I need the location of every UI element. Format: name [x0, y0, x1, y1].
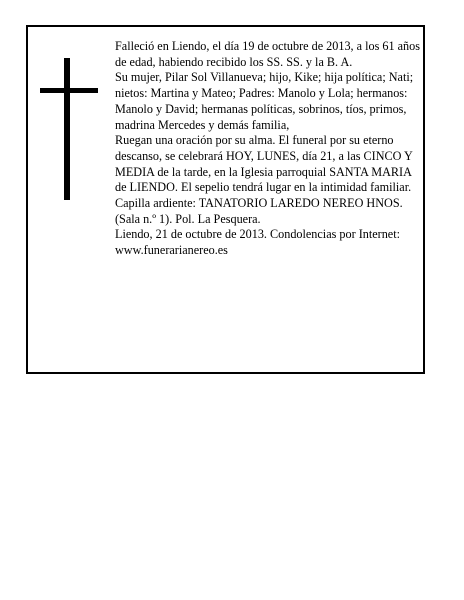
cross-icon — [40, 58, 98, 200]
funeral-details: Ruegan una oración por su alma. El funeral por su eterno descanso, se celebrará HOY, LUNES, día 21, a las CINCO Y MEDIA de la tarde, en la Iglesia parroquial SANTA MARIA de LIENDO. El sepelio tendrá lugar en la intimidad familiar. Capilla ardiente: TANATORIO LAREDO NEREO HNOS. (Sala n.º 1). Pol. La Pesquera. — [115, 133, 413, 226]
closing-line: Liendo, 21 de octubre de 2013. Condolencias por Internet: www.funerarianereo.es — [115, 227, 400, 258]
death-announcement: Falleció en Liendo, el día 19 de octubre de 2013, a los 61 años de edad, habiendo recibido los SS. SS. y la B. A. — [115, 39, 420, 69]
family-list: Su mujer, Pilar Sol Villanueva; hijo, Kike; hija política; Nati; nietos: Martina y Mateo; Padres: Manolo y Lola; hermanos: Manolo y David; hermanas políticas, sobrinos, tíos, primos, madrina Mercedes y demás familia, — [115, 70, 414, 132]
obituary-notice — [26, 25, 425, 374]
cross-vertical-bar — [64, 58, 70, 200]
cross-horizontal-bar — [40, 88, 98, 93]
obituary-text — [115, 39, 421, 259]
